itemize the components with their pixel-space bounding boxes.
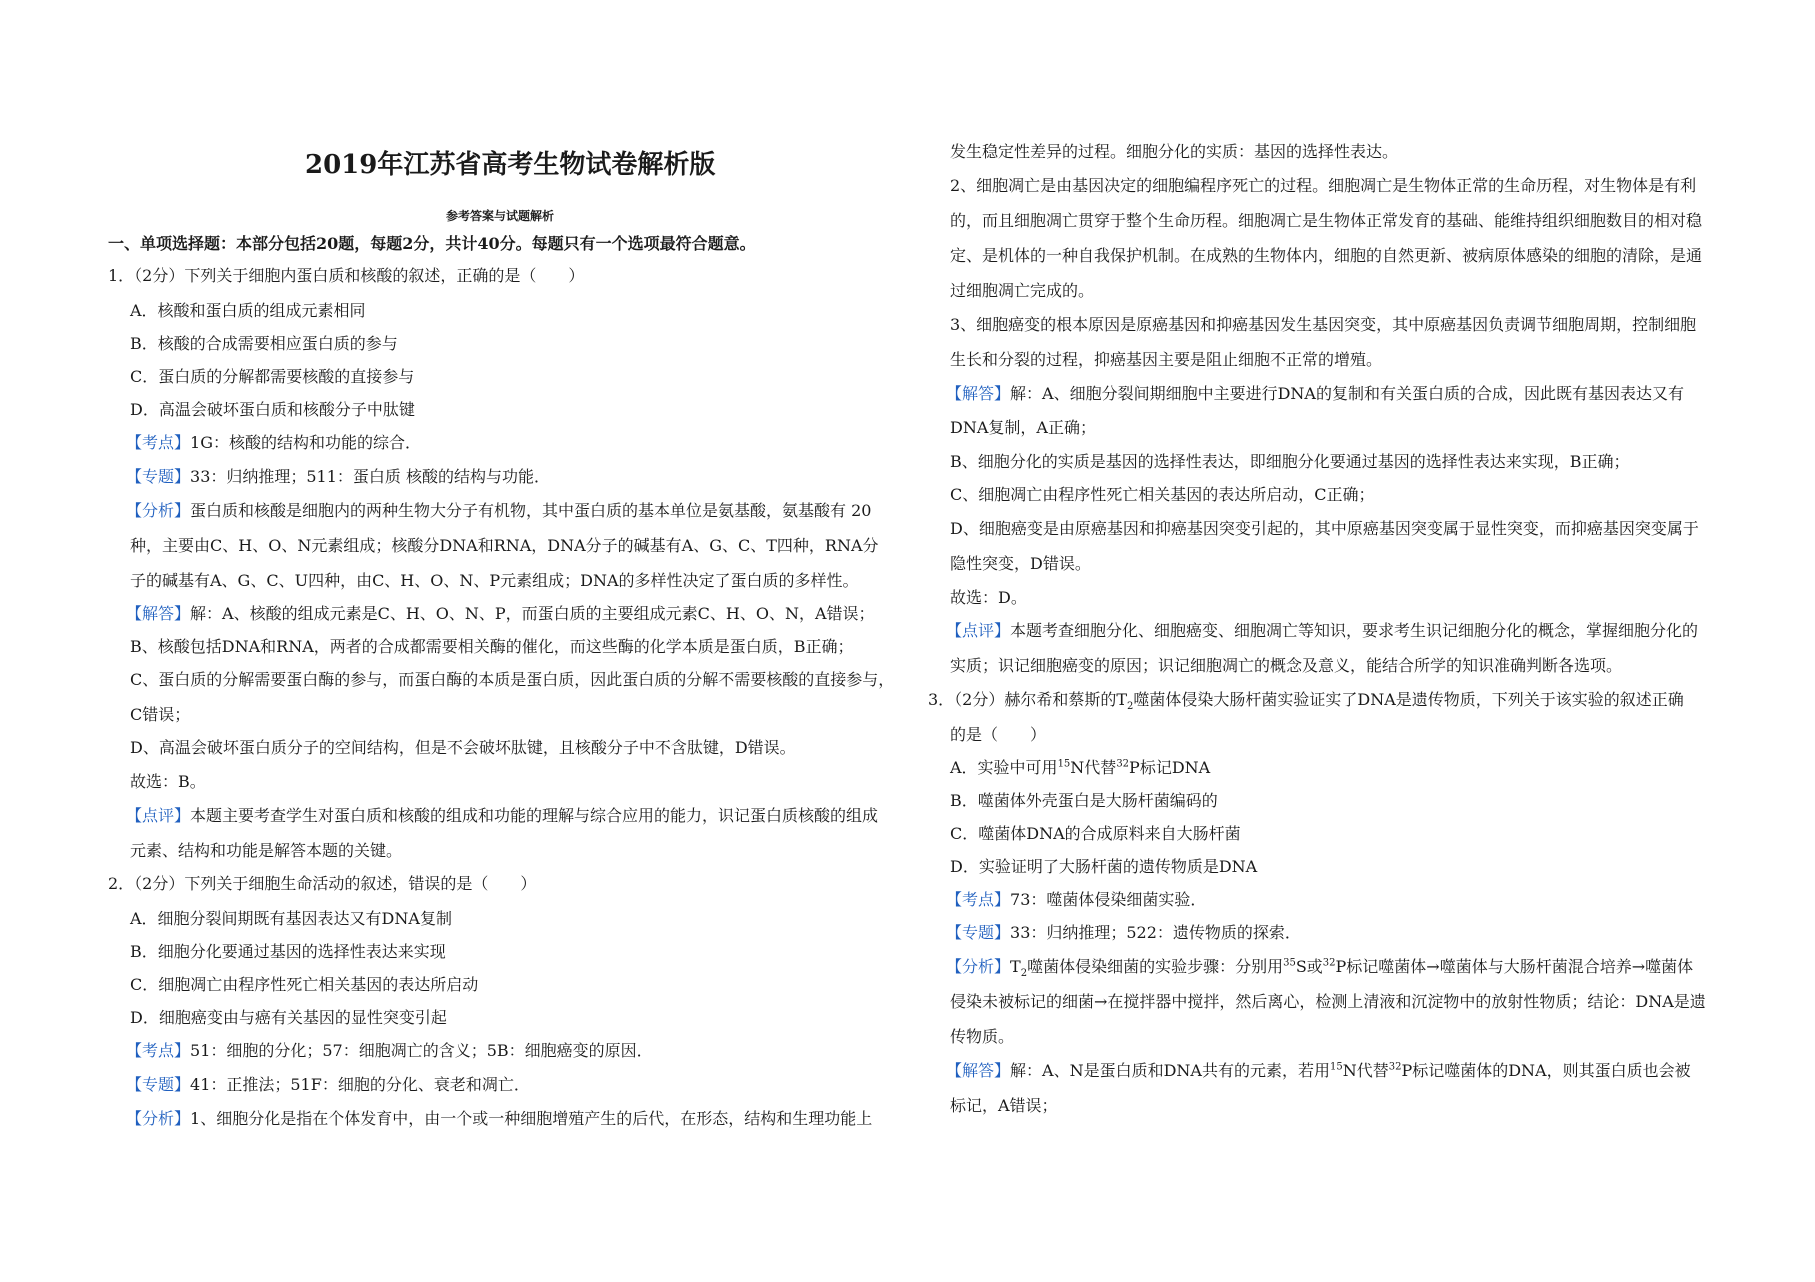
q2-zhuanti: 【专题】41：正推法；51F：细胞的分化、衰老和凋亡．	[126, 1075, 530, 1094]
page-subtitle: 参考答案与试题解析	[446, 209, 555, 223]
q3-stem-line2: 的是（ ）	[950, 725, 1047, 744]
q3-option-d: D．实验证明了大肠杆菌的遗传物质是DNA	[950, 857, 1258, 876]
q2-fenxi-line2: 发生稳定性差异的过程。细胞分化的实质：基因的选择性表达。	[950, 142, 1399, 161]
q2-jieda-line2: DNA复制，A正确；	[950, 418, 1096, 437]
q2-jieda-line4: C、细胞凋亡由程序性死亡相关基因的表达所启动，C正确；	[950, 485, 1375, 504]
jieda-tag: 【解答】	[126, 604, 191, 623]
q1-fenxi: 【分析】蛋白质和核酸是细胞内的两种生物大分子有机物，其中蛋白质的基本单位是氨基酸，氨基酸有 20	[126, 501, 872, 520]
q2-jieda: 【解答】解：A、细胞分裂间期细胞中主要进行DNA的复制和有关蛋白质的合成，因此既有基因表达又有	[946, 384, 1684, 403]
q1-option-a: A．核酸和蛋白质的组成元素相同	[130, 301, 366, 320]
fenxi-tag: 【分析】	[126, 501, 191, 520]
q1-jieda-line4: C错误；	[130, 705, 191, 724]
q1-dianping-line2: 元素、结构和功能是解答本题的关键。	[130, 841, 403, 860]
q1-option-c: C．蛋白质的分解都需要核酸的直接参与	[130, 367, 415, 386]
q3-option-b: B．噬菌体外壳蛋白是大肠杆菌编码的	[950, 791, 1218, 810]
q2-option-a: A．细胞分裂间期既有基因表达又有DNA复制	[130, 909, 452, 928]
q3-zhuanti: 【专题】33：归纳推理；522：遗传物质的探索．	[946, 923, 1301, 942]
q2-option-b: B．细胞分化要通过基因的选择性表达来实现	[130, 942, 446, 961]
q3-option-c: C．噬菌体DNA的合成原料来自大肠杆菌	[950, 824, 1241, 843]
q1-stem: 1．（2分）下列关于细胞内蛋白质和核酸的叙述，正确的是（ ）	[108, 266, 585, 285]
q2-fenxi-line7: 3、细胞癌变的根本原因是原癌基因和抑癌基因发生基因突变，其中原癌基因负责调节细胞周期，控制细胞	[950, 315, 1697, 334]
q2-fenxi-line6: 过细胞凋亡完成的。	[950, 281, 1095, 300]
q1-fenxi-line2: 种，主要由C、H、O、N元素组成；核酸分DNA和RNA，DNA分子的碱基有A、G、C、T四种，RNA分	[130, 536, 879, 555]
q1-fenxi-line3: 子的碱基有A、G、C、U四种，由C、H、O、N、P元素组成；DNA的多样性决定了蛋白质的多样性。	[130, 571, 859, 590]
page-title: 2019年江苏省高考生物试卷解析版	[305, 150, 716, 180]
dianping-tag: 【点评】	[126, 806, 191, 825]
q2-fenxi-line8: 生长和分裂的过程，抑癌基因主要是阻止细胞不正常的增殖。	[950, 350, 1383, 369]
q3-fenxi-line2: 侵染未被标记的细菌→在搅拌器中搅拌，然后离心，检测上清液和沉淀物中的放射性物质；结论：DNA是遗	[950, 992, 1706, 1011]
q1-option-d: D．高温会破坏蛋白质和核酸分子中肽键	[130, 400, 415, 419]
zhuanti-tag: 【专题】	[126, 467, 191, 486]
q3-jieda-line2: 标记，A错误；	[950, 1096, 1058, 1115]
q2-kaodian: 【考点】51：细胞的分化；57：细胞凋亡的含义；5B：细胞癌变的原因．	[126, 1041, 653, 1060]
q3-option-a: A．实验中可用$^{15}$N代替$^{32}$P标记DNA	[950, 758, 1211, 777]
kaodian-tag: 【考点】	[126, 433, 191, 452]
q1-answer: 故选：B。	[130, 772, 206, 791]
q3-fenxi: 【分析】$T_2$噬菌体侵染细菌的实验步骤：分别用$^{35}$S或$^{32}$P标记噬菌体→噬菌体与大肠杆菌混合培养→噬菌体	[946, 957, 1694, 980]
q1-jieda-line3: C、蛋白质的分解需要蛋白酶的参与，而蛋白酶的本质是蛋白质，因此蛋白质的分解不需要核酸的直接参与，	[130, 670, 895, 689]
q1-zhuanti: 【专题】33：归纳推理；511：蛋白质 核酸的结构与功能．	[126, 467, 551, 486]
q2-option-c: C．细胞凋亡由程序性死亡相关基因的表达所启动	[130, 975, 479, 994]
q2-fenxi-line3: 2、细胞凋亡是由基因决定的细胞编程序死亡的过程。细胞凋亡是生物体正常的生命历程，对生物体是有利	[950, 176, 1697, 195]
q2-fenxi: 【分析】1、细胞分化是指在个体发育中，由一个或一种细胞增殖产生的后代，在形态，结构和生理功能上	[126, 1109, 873, 1128]
q2-option-d: D．细胞癌变由与癌有关基因的显性突变引起	[130, 1008, 447, 1027]
q2-jieda-line5: D、细胞癌变是由原癌基因和抑癌基因突变引起的，其中原癌基因突变属于显性突变，而抑癌基因突变属于	[950, 519, 1699, 538]
q2-stem: 2．（2分）下列关于细胞生命活动的叙述，错误的是（ ）	[108, 874, 537, 893]
q2-jieda-line6: 隐性突变，D错误。	[950, 554, 1091, 573]
q3-jieda: 【解答】解：A、N是蛋白质和DNA共有的元素，若用$^{15}$N代替$^{32}$P标记噬菌体的DNA，则其蛋白质也会被	[946, 1061, 1691, 1080]
q3-kaodian: 【考点】73：噬菌体侵染细菌实验．	[946, 890, 1207, 909]
q1-dianping: 【点评】本题主要考查学生对蛋白质和核酸的组成和功能的理解与综合应用的能力，识记蛋白质核酸的组成	[126, 806, 879, 825]
q1-kaodian: 【考点】1G：核酸的结构和功能的综合．	[126, 433, 421, 452]
q3-stem: 3．（2分）赫尔希和蔡斯的$T_2$噬菌体侵染大肠杆菌实验证实了DNA是遗传物质，下列关于该实验的叙述正确	[928, 690, 1684, 713]
q3-fenxi-line3: 传物质。	[950, 1027, 1015, 1046]
q1-jieda-line5: D、高温会破坏蛋白质分子的空间结构，但是不会破坏肽键，且核酸分子中不含肽键，D错误。	[130, 738, 796, 757]
q2-fenxi-line4: 的，而且细胞凋亡贯穿于整个生命历程。细胞凋亡是生物体正常发育的基础、能维持组织细胞数目的相对稳	[950, 211, 1703, 230]
q2-dianping-line2: 实质；识记细胞癌变的原因；识记细胞凋亡的概念及意义，能结合所学的知识准确判断各选项。	[950, 656, 1623, 675]
q2-jieda-line3: B、细胞分化的实质是基因的选择性表达，即细胞分化要通过基因的选择性表达来实现，B正确；	[950, 452, 1630, 471]
q2-dianping: 【点评】本题考查细胞分化、细胞癌变、细胞凋亡等知识，要求考生识记细胞分化的概念，掌握细胞分化的	[946, 621, 1699, 640]
q1-jieda: 【解答】解：A、核酸的组成元素是C、H、O、N、P，而蛋白质的主要组成元素C、H、O、N，A错误；	[126, 604, 875, 623]
section-heading: 一、单项选择题：本部分包括20题，每题2分，共计40分。每题只有一个选项最符合题意。	[108, 234, 756, 253]
q1-jieda-line2: B、核酸包括DNA和RNA，两者的合成都需要相关酶的催化，而这些酶的化学本质是蛋白质，B正确；	[130, 637, 854, 656]
q2-answer: 故选：D。	[950, 588, 1027, 607]
q1-option-b: B．核酸的合成需要相应蛋白质的参与	[130, 334, 398, 353]
q2-fenxi-line5: 定、是机体的一种自我保护机制。在成熟的生物体内，细胞的自然更新、被病原体感染的细胞的清除，是通	[950, 246, 1703, 265]
